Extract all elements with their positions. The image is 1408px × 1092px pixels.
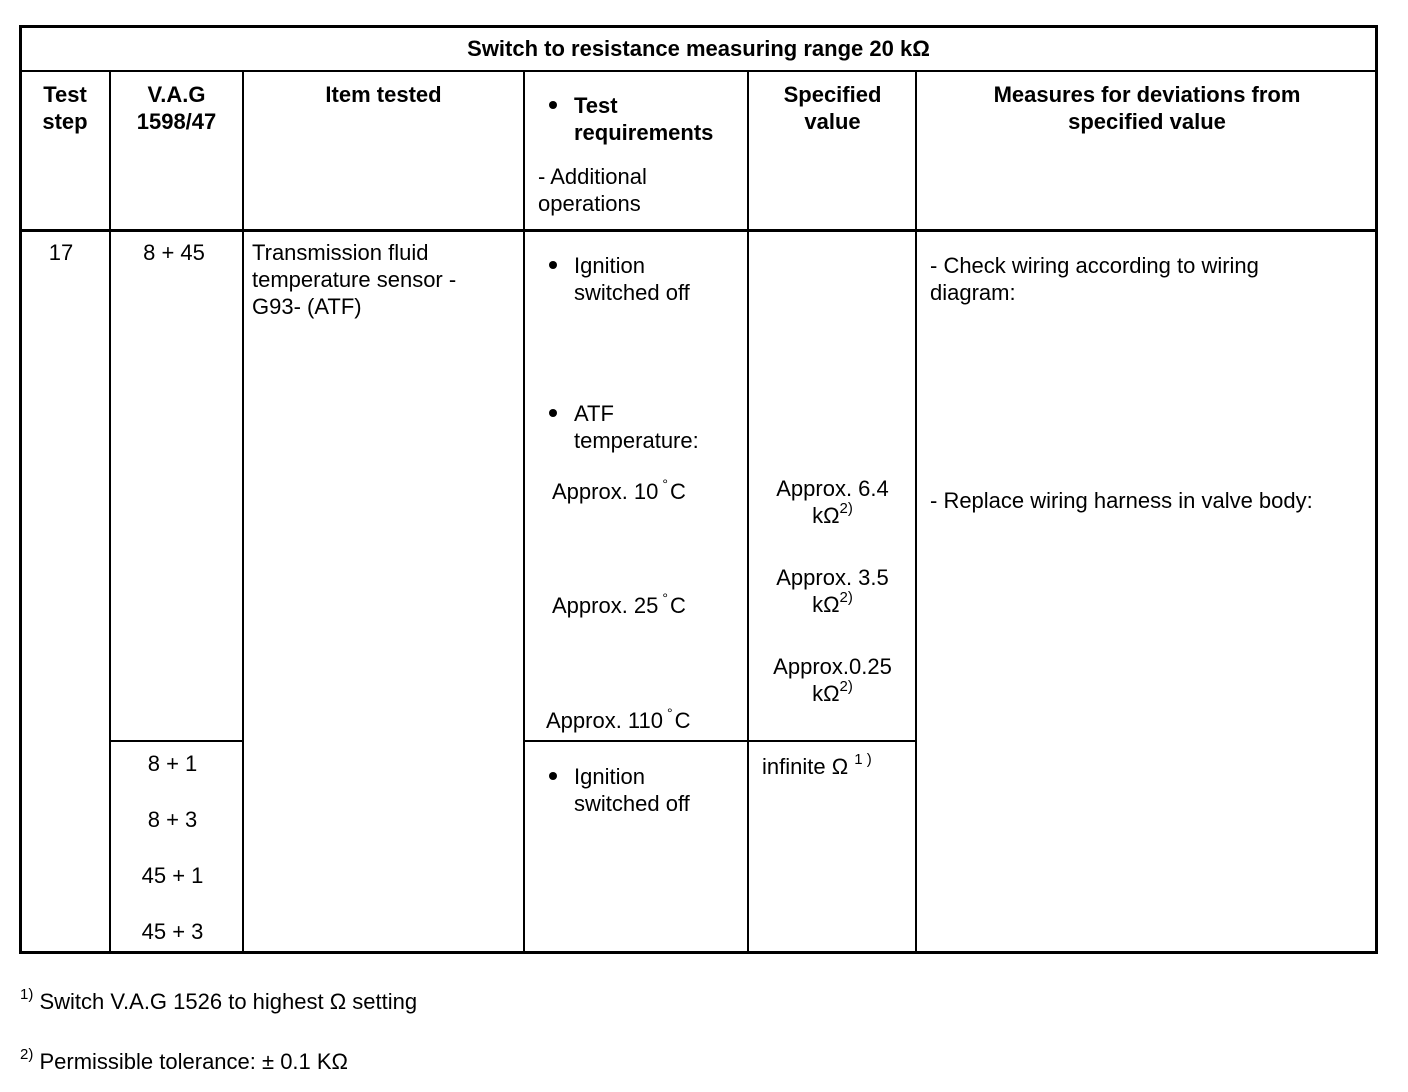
spec-infinite-note: 1 ) bbox=[854, 750, 872, 768]
atf-bullet bbox=[549, 409, 557, 417]
spec-110-unit: kΩ bbox=[812, 681, 840, 706]
header-requirements-line1: Test bbox=[574, 93, 618, 118]
spec-10-unit: kΩ bbox=[812, 503, 840, 528]
spec-infinite-text: infinite Ω bbox=[762, 754, 849, 779]
ignition-line2: switched off bbox=[574, 280, 690, 305]
degree-symbol: ° bbox=[662, 476, 669, 492]
header-requirements bbox=[574, 92, 713, 146]
header-specified-line1: Specified bbox=[783, 82, 882, 107]
header-item-tested: Item tested bbox=[325, 82, 442, 107]
header-test-step bbox=[20, 81, 110, 135]
requirement-ignition bbox=[574, 252, 690, 306]
temperature-110 bbox=[546, 707, 691, 737]
ignition-line1: Ignition bbox=[574, 253, 645, 278]
header-specified-line2: value bbox=[804, 109, 861, 134]
vag-secondary-3: 45 + 1 bbox=[141, 863, 204, 888]
ignition-2-bullet bbox=[549, 772, 557, 780]
header-measures-line2: specified value bbox=[1068, 109, 1226, 134]
ignition-2-line1: Ignition bbox=[574, 764, 645, 789]
measure-check-wiring bbox=[930, 252, 1259, 306]
footnote-1 bbox=[20, 985, 418, 1015]
footnote-1-mark: 1) bbox=[20, 985, 34, 1003]
spec-value-10 bbox=[749, 475, 916, 529]
spec-110-line1: Approx.0.25 bbox=[773, 654, 892, 679]
temperature-110-unit: C bbox=[674, 708, 691, 733]
temperature-25-unit: C bbox=[670, 593, 686, 618]
spec-10-note: 2) bbox=[839, 499, 853, 517]
temperature-110-label: Approx. 110 bbox=[546, 708, 664, 733]
header-vag-line2: 1598/47 bbox=[136, 109, 217, 134]
header-specified-value bbox=[749, 81, 916, 135]
degree-symbol: ° bbox=[667, 705, 673, 721]
item-line1: Transmission fluid bbox=[252, 240, 429, 265]
measure-replace-harness: - Replace wiring harness in valve body: bbox=[930, 488, 1313, 513]
spec-infinite bbox=[762, 750, 872, 780]
header-measures bbox=[917, 81, 1377, 135]
col-divider-3 bbox=[523, 70, 525, 954]
footnote-2-mark: 2) bbox=[20, 1045, 34, 1063]
temperature-10-unit: C bbox=[670, 479, 686, 504]
spec-value-25 bbox=[749, 564, 916, 618]
item-line2: temperature sensor - bbox=[252, 267, 457, 292]
vag-secondary-1: 8 + 1 bbox=[147, 751, 198, 776]
header-additional-line1: - Additional bbox=[538, 164, 647, 189]
requirement-atf-temperature bbox=[574, 400, 699, 454]
item-tested-cell bbox=[252, 239, 456, 320]
req-spec-row-divider bbox=[524, 740, 916, 742]
footnote-2-text: Permissible tolerance: ± 0.1 KΩ bbox=[39, 1049, 349, 1074]
atf-line2: temperature: bbox=[574, 428, 699, 453]
header-test-step-line1: Test bbox=[43, 82, 87, 107]
spec-value-110 bbox=[749, 653, 916, 707]
vag-primary-cell: 8 + 45 bbox=[143, 240, 205, 265]
test-step-cell: 17 bbox=[48, 240, 74, 265]
item-line3: G93- (ATF) bbox=[252, 294, 362, 319]
temperature-25-label: Approx. 25 bbox=[552, 593, 659, 618]
measure-1-line1: - Check wiring according to wiring bbox=[930, 253, 1259, 278]
spec-10-line1: Approx. 6.4 bbox=[776, 476, 889, 501]
title-divider bbox=[19, 70, 1378, 72]
spec-25-note: 2) bbox=[839, 588, 853, 606]
vag-secondary-4: 45 + 3 bbox=[141, 919, 204, 944]
header-measures-line1: Measures for deviations from bbox=[993, 82, 1301, 107]
header-requirements-bullet bbox=[549, 101, 557, 109]
table-title: Switch to resistance measuring range 20 kΩ bbox=[467, 36, 930, 61]
temperature-10-label: Approx. 10 bbox=[552, 479, 659, 504]
temperature-25 bbox=[552, 592, 686, 622]
header-vag-line1: V.A.G bbox=[147, 82, 206, 107]
vag-secondary-2: 8 + 3 bbox=[147, 807, 198, 832]
ignition-bullet bbox=[549, 261, 557, 269]
header-vag bbox=[110, 81, 243, 135]
header-requirements-line2: requirements bbox=[574, 120, 714, 145]
vag-row-divider bbox=[110, 740, 243, 742]
spec-110-note: 2) bbox=[839, 677, 853, 695]
spec-25-line1: Approx. 3.5 bbox=[776, 565, 889, 590]
header-additional-operations bbox=[538, 163, 647, 217]
requirement-ignition-2 bbox=[574, 763, 690, 817]
header-additional-line2: operations bbox=[538, 191, 641, 216]
col-divider-2 bbox=[242, 70, 244, 954]
header-divider bbox=[19, 229, 1378, 232]
footnote-2 bbox=[20, 1045, 349, 1075]
spec-25-unit: kΩ bbox=[812, 592, 840, 617]
ignition-2-line2: switched off bbox=[574, 791, 690, 816]
atf-line1: ATF bbox=[574, 401, 614, 426]
degree-symbol: ° bbox=[662, 590, 669, 606]
footnote-1-text: Switch V.A.G 1526 to highest Ω setting bbox=[39, 989, 418, 1014]
header-test-step-line2: step bbox=[42, 109, 88, 134]
temperature-10 bbox=[552, 478, 686, 508]
measure-1-line2: diagram: bbox=[930, 280, 1016, 305]
